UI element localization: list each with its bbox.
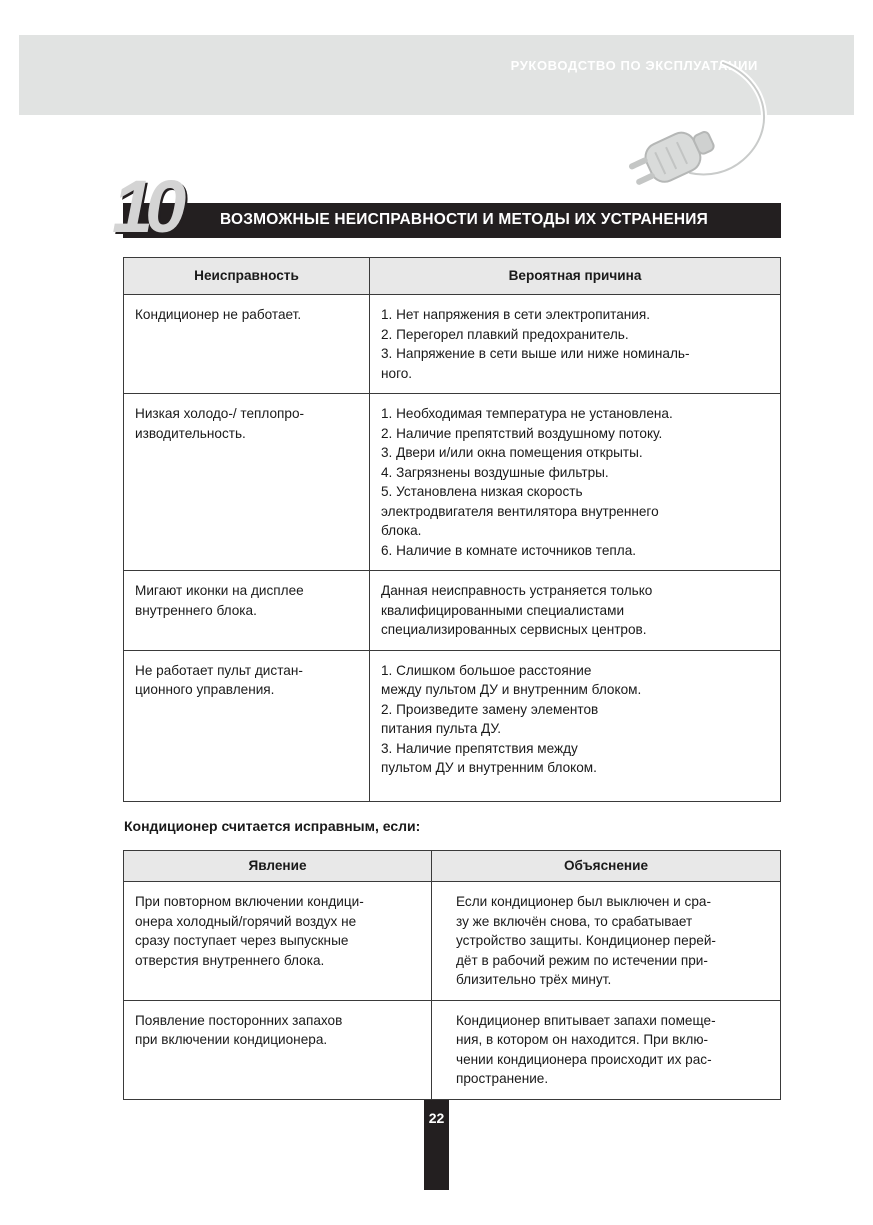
table-row (124, 650, 781, 801)
cause-line: электродвигателя вентилятора внутреннего (381, 503, 659, 519)
header-title: РУКОВОДСТВО ПО ЭКСПЛУАТАЦИИ (510, 58, 758, 73)
faults-table (123, 257, 781, 802)
cause-line: питания пульта ДУ. (381, 721, 502, 736)
table-row (124, 394, 781, 571)
explanation-line: пространение. (456, 1071, 549, 1086)
phenomenon-line: сразу поступает через выпускные (135, 933, 349, 948)
cause-line: 4. Загрязнены воздушные фильтры. (381, 464, 609, 480)
explanation-line: близительно трёх минут. (456, 972, 612, 987)
cause-line: 2. Произведите замену элементов (381, 701, 599, 717)
column-header-fault: Неисправность (124, 258, 370, 295)
fault-line: Мигают иконки на дисплее (135, 583, 304, 598)
phenomenon-cell (124, 1000, 432, 1099)
cause-line: 5. Установлена низкая скорость (381, 484, 583, 499)
fault-cell (124, 571, 370, 651)
explanation-line: Кондиционер впитывает запахи помеще- (456, 1012, 716, 1028)
ok-conditions-table (123, 850, 781, 1100)
table-row (124, 295, 781, 394)
cause-line: 3. Наличие препятствия между (381, 740, 578, 756)
cause-line: 6. Наличие в комнате источников тепла. (381, 542, 637, 558)
page-number: 22 (428, 1110, 445, 1126)
fault-cell (124, 295, 370, 394)
fault-line: Не работает пульт дистан- (135, 662, 303, 678)
phenomenon-line: при включении кондиционера. (135, 1032, 328, 1047)
phenomenon-line: онера холодный/горячий воздух не (135, 913, 357, 929)
cause-line: 1. Нет напряжения в сети электропитания. (381, 307, 651, 322)
cause-line: 2. Наличие препятствий воздушному потоку. (381, 425, 663, 441)
cause-line: квалифицированными специалистами (381, 602, 625, 618)
section-number: 10 (112, 165, 179, 248)
fault-line: ционного управления. (135, 682, 275, 697)
cause-line: 2. Перегорел плавкий предохранитель. (381, 326, 629, 342)
table-header-row (124, 258, 781, 295)
cause-line: Данная неисправность устраняется только (381, 583, 653, 598)
cause-line: 1. Слишком большое расстояние (381, 662, 592, 678)
table-row (124, 882, 781, 1001)
cause-line: между пультом ДУ и внутренним блоком. (381, 682, 642, 697)
column-header-phenomenon: Явление (124, 851, 432, 882)
fault-cell (124, 650, 370, 801)
cause-line: 3. Двери и/или окна помещения открыты. (381, 445, 643, 460)
explanation-line: чении кондиционера происходит их рас- (456, 1051, 712, 1067)
fault-line: внутреннего блока. (135, 602, 257, 618)
cause-line: 3. Напряжение в сети выше или ниже номиналь- (381, 346, 690, 361)
explanation-line: Если кондиционер был выключен и сра- (456, 894, 711, 909)
explanation-line: зу же включён снова, то срабатывает (456, 913, 693, 929)
phenomenon-line: отверстия внутреннего блока. (135, 952, 325, 968)
column-header-cause: Вероятная причина (370, 258, 781, 295)
explanation-cell (432, 882, 781, 1001)
cause-line: блока. (381, 523, 422, 538)
fault-line: изводительность. (135, 425, 246, 441)
cause-line: специализированных сервисных центров. (381, 622, 647, 637)
ok-conditions-heading: Кондиционер считается исправным, если: (124, 818, 421, 834)
cause-line: ного. (381, 365, 413, 381)
section-title: ВОЗМОЖНЫЕ НЕИСПРАВНОСТИ И МЕТОДЫ ИХ УСТРАНЕНИЯ (220, 211, 708, 228)
cause-cell (370, 394, 781, 571)
explanation-line: ния, в котором он находится. При вклю- (456, 1032, 709, 1047)
plug-icon (628, 55, 778, 190)
fault-line: Кондиционер не работает. (135, 307, 302, 322)
cause-cell (370, 571, 781, 651)
phenomenon-line: Появление посторонних запахов (135, 1012, 343, 1028)
cause-cell (370, 650, 781, 801)
explanation-line: дёт в рабочий режим по истечении при- (456, 952, 708, 968)
table-header-row (124, 851, 781, 882)
cause-line: пультом ДУ и внутренним блоком. (381, 760, 597, 775)
cause-line: 1. Необходимая температура не установлена. (381, 406, 673, 421)
column-header-explanation: Объяснение (432, 851, 781, 882)
cause-cell (370, 295, 781, 394)
table-row (124, 1000, 781, 1099)
table-row (124, 571, 781, 651)
phenomenon-line: При повторном включении кондици- (135, 894, 364, 909)
explanation-cell (432, 1000, 781, 1099)
phenomenon-cell (124, 882, 432, 1001)
fault-cell (124, 394, 370, 571)
fault-line: Низкая холодо-/ теплопро- (135, 406, 305, 421)
explanation-line: устройство защиты. Кондиционер перей- (456, 933, 716, 948)
